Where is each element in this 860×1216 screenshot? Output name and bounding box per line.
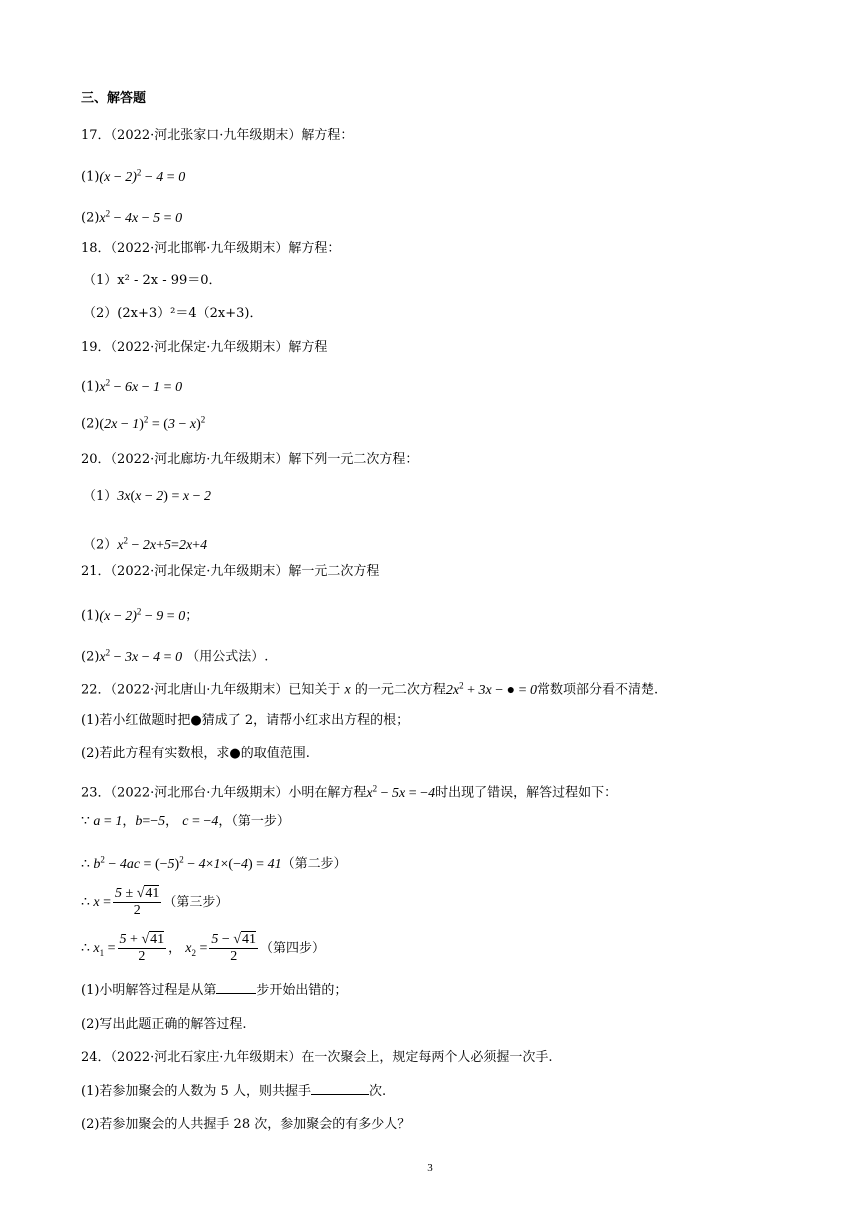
q19-part1: $(1)x^2 - 6x - 1 = 0$ [81,377,183,395]
q24-part2: (2)若参加聚会的人共握手 28 次，参加聚会的有多少人？ [81,1117,411,1132]
q17-part2 [81,204,182,228]
part-label: (2) [81,210,100,226]
q23-step4: ∴ $x_1$ = $\frac{5 + √41}{2}$ ， $x_2$ = $\frac{5 - √41}{2}$ （第四步） [81,932,326,964]
q23-part2: (2)写出此题正确的解答过程. [81,1017,247,1032]
answer-blank [216,993,256,994]
equation: $x^2 - 4x - 5 = 0$ [99,208,183,226]
q22-part2: (2)若此方程有实数根，求●的取值范围. [81,746,310,761]
q17-stem: 17．（2022·河北张家口·九年级期末）解方程： [81,128,354,143]
q21-stem: 21．（2022·河北保定·九年级期末）解一元二次方程 [81,564,380,579]
q20-part2: $(2)x^2 - 2x+5=2x+4$ [83,535,208,553]
q24-part1: (1)若参加聚会的人数为 5 人，则共握手 次. [81,1084,387,1099]
q23-stem: 23．（2022·河北邢台·九年级期末）小明在解方程$x^2 - 5x = -4$时出现了错误，解答过程如下： [81,783,618,801]
q21-part2: $(2)x^2 - 3x - 4 = 0$ （用公式法）. [81,647,269,665]
q19-stem: 19．（2022·河北保定·九年级期末）解方程 [81,340,328,355]
q22-part1: (1)若小红做题时把●猜成了 2，请帮小红求出方程的根； [81,713,410,728]
q18-stem: 18．（2022·河北邯郸·九年级期末）解方程： [81,241,341,256]
q23-step3: ∴ x = $\frac{5 \pm √41}{2}$ （第三步） [81,886,229,918]
page-number: 3 [427,1162,433,1174]
q18-part1: （1）x² - 2x - 99＝0． [83,273,222,288]
q20-stem: 20．（2022·河北廊坊·九年级期末）解下列一元二次方程： [81,452,419,467]
q23-step2: ∴ $b^2 - 4ac = (-5)^2 - 4\times 1\times(-4) = 41$（第二步） [81,854,347,872]
q21-part1: $(1)(x - 2)^2 - 9 = 0$； [81,606,199,624]
equation: $(x - 2)^2 - 4 = 0$ [99,167,186,185]
section-title: 三、解答题 [81,91,147,106]
q22-stem: 22．（2022·河北唐山·九年级期末）已知关于 x 的一元二次方程$2x^2 + 3x$ − ● = 0常数项部分看不清楚. [81,680,659,698]
q19-part2: $(2)(2x - 1)^2 = (3 - x)^2$ [81,414,206,432]
q17-part1 [81,163,185,187]
q24-stem: 24．（2022·河北石家庄·九年级期末）在一次聚会上，规定每两个人必须握一次手. [81,1050,553,1065]
part-label: (1) [81,169,100,185]
answer-blank [311,1094,369,1095]
q18-part2: （2）(2x+3）²＝4（2x+3)． [83,306,263,321]
q23-step1: ∵ a = 1，b=−5， c = −4，（第一步） [81,814,290,829]
q20-part1: （1）3x(x − 2) = x − 2 [83,489,211,504]
q23-part1: (1)小明解答过程是从第 步开始出错的； [81,983,348,998]
